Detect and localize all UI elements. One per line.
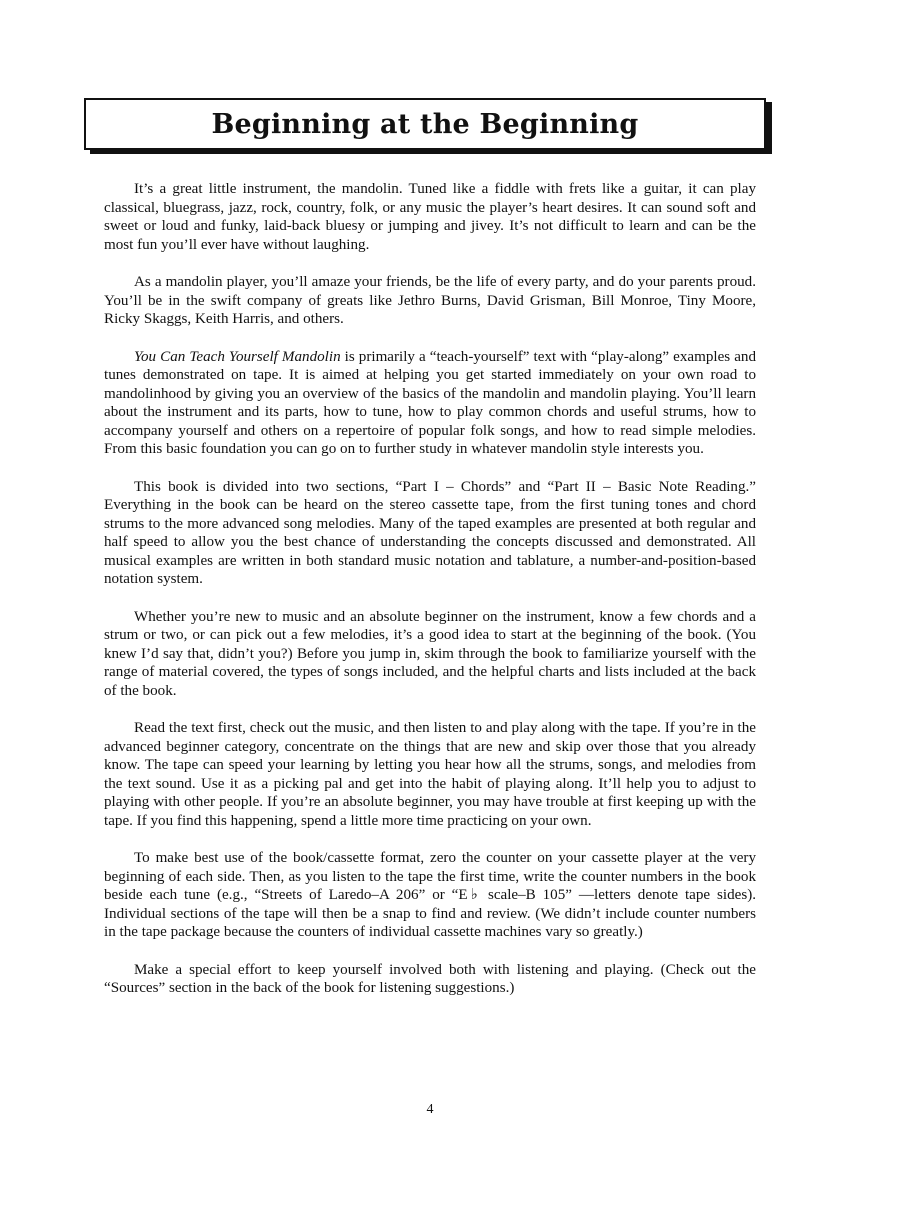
page-title: Beginning at the Beginning: [211, 108, 639, 140]
paragraph-3: [104, 348, 756, 459]
paragraph-1: It’s a great little instrument, the mandolin. Tuned like a fiddle with frets like a guitar, it can play classical, bluegrass, jazz, rock, country, folk, or any music the player’s heart desires. It can sound soft and sweet or loud and funky, laid-back bluesy or jumping and jivey. It’s not difficult to learn and can be the most fun you’ll ever have without laughing.: [104, 181, 756, 253]
paragraph-2: As a mandolin player, you’ll amaze your friends, be the life of every party, and do your parents proud. You’ll be in the swift company of greats like Jethro Burns, David Grisman, Bill Monroe, Tiny Moore, Ricky Skaggs, Keith Harris, and others.: [104, 274, 756, 327]
paragraph-6: Read the text first, check out the music, and then listen to and play along with the tape. If you’re in the advanced beginner category, concentrate on the things that are new and skip over those that you already know. The tape can speed your learning by letting you hear how all the strums, songs, and melodies from the text sound. Use it as a picking pal and get into the habit of playing along. It’ll help you to adjust to playing with other people. If you’re an absolute beginner, you may have trouble at first keeping up with the tape. If you find this happening, spend a little more time practicing on your own.: [104, 720, 756, 829]
paragraph-7: To make best use of the book/cassette format, zero the counter on your cassette player at the very beginning of each side. Then, as you listen to the tape the first time, write the counter numbers in the book beside each tune (e.g., “Streets of Laredo–A 206” or “E♭ scale–B 105” —letters denote tape sides). Individual sections of the tape will then be a snap to find and review. (We didn’t include counter numbers in the tape package because the counters of individual cassette machines vary so greatly.): [104, 850, 756, 940]
paragraph-4: This book is divided into two sections, “Part I – Chords” and “Part II – Basic Note Reading.” Everything in the book can be heard on the stereo cassette tape, from the first tuning tones and chord strums to the more advanced song melodies. Many of the taped examples are presented at both regular and half speed to allow you the best chance of understanding the concepts discussed and demonstrated. All musical examples are written in both standard music notation and tablature, a number-and-position-based notation system.: [104, 478, 756, 587]
paragraph-5: Whether you’re new to music and an absolute beginner on the instrument, know a few chords and a strum or two, or can pick out a few melodies, it’s a good idea to start at the beginning of the book. (You knew I’d say that, didn’t you?) Before you jump in, skim through the book to familiarize yourself with the range of material covered, the types of songs included, and the helpful charts and lists included at the back of the book.: [104, 608, 756, 699]
paragraph-8: Make a special effort to keep yourself involved both with listening and playing. (Check out the “Sources” section in the back of the book for listening suggestions.): [104, 961, 756, 996]
book-title-italic: You Can Teach Yourself Mandolin: [134, 348, 341, 365]
title-box: [84, 98, 766, 150]
body-text: [104, 180, 756, 1017]
page-number: 4: [426, 1102, 434, 1117]
paragraph-3-text: is primarily a “teach-yourself” text with “play-along” examples and tunes demonstrated on tape. It is aimed at helping you get started immediately on your own road to mandolinhood by giving you an overview of the basics of the mandolin and mandolin playing. You’ll learn about the instrument and its parts, how to tune, how to play common chords and useful strums, how to accompany yourself and others on a repertoire of popular folk songs, and how to read simple melodies. From this basic foundation you can go on to further study in whatever mandolin style interests you.: [104, 348, 756, 457]
